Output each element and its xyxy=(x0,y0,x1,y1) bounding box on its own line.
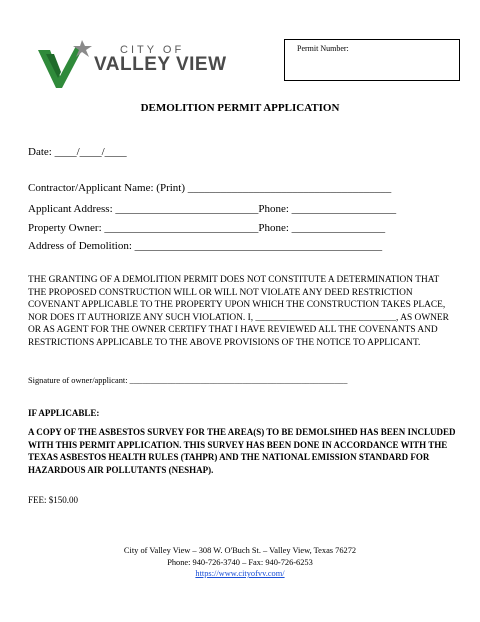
footer-phone-fax: Phone: 940-726-3740 – Fax: 940-726-6253 xyxy=(167,557,313,567)
property-owner-field[interactable]: Property Owner: ____________________________Phone: _________________ xyxy=(28,222,386,234)
asbestos-statement: A COPY OF THE ASBESTOS SURVEY FOR THE AREA(S) TO BE DEMOLSIHED HAS BEEN INCLUDED WITH THIS PERMIT APPLICATION. THIS SURVEY HAS BEEN DONE IN ACCORDANCE WITH THE TEXAS ASBESTOS HEALTH RULES (TAHPR) AND THE NATIONAL EMISSION STANDARD FOR HAZARDOUS AIR POLLUTANTS (NESHAP). xyxy=(28,427,456,475)
logo-city-of: CITY OF xyxy=(120,44,185,56)
city-logo xyxy=(36,38,226,90)
demolition-address-field[interactable]: Address of Demolition: _____________________________________________ xyxy=(28,240,383,252)
deed-restriction-notice: THE GRANTING OF A DEMOLITION PERMIT DOES NOT CONSTITUTE A DETERMINATION THAT THE PROPOSED CONSTRUCTION WILL OR WILL NOT VIOLATE ANY DEED RESTRICTION COVENANT APPLICABLE TO THE PROPERTY UPON WHICH THE CONSTRUCTION TAKES PLACE, NOR DOES IT AUTHORIZE ANY SUCH VIOLATION. I, ______________________________, AS OWNER OR AS AGENT FOR THE OWNER CERTIFY THAT I HAVE REVIEWED ALL THE COVENANTS AND RESTRICTIONS APPLICABLE TO THE ABOVE PROVISIONS OF THE NOTICE TO APPLICANT. xyxy=(28,275,449,348)
if-applicable-heading: IF APPLICABLE: xyxy=(28,408,100,418)
contractor-name-field[interactable]: Contractor/Applicant Name: (Print) _____________________________________ xyxy=(28,182,392,194)
date-field[interactable]: Date: ____/____/____ xyxy=(28,146,127,158)
fee-text: FEE: $150.00 xyxy=(28,495,79,505)
permit-number-label: Permit Number: xyxy=(297,44,349,53)
valley-view-v-icon xyxy=(36,38,96,90)
footer-website-link[interactable]: https://www.cityofvv.com/ xyxy=(195,569,285,579)
form-title: DEMOLITION PERMIT APPLICATION xyxy=(140,102,340,114)
logo-city-name: VALLEY VIEW xyxy=(94,54,227,75)
footer xyxy=(0,545,480,580)
signature-field[interactable]: Signature of owner/applicant: ____________________________________________________ xyxy=(28,376,348,385)
footer-address: City of Valley View – 308 W. O'Buch St. – Valley View, Texas 76272 xyxy=(123,546,357,555)
permit-number-box[interactable] xyxy=(284,39,460,81)
applicant-address-field[interactable]: Applicant Address: __________________________Phone: ___________________ xyxy=(28,203,397,215)
